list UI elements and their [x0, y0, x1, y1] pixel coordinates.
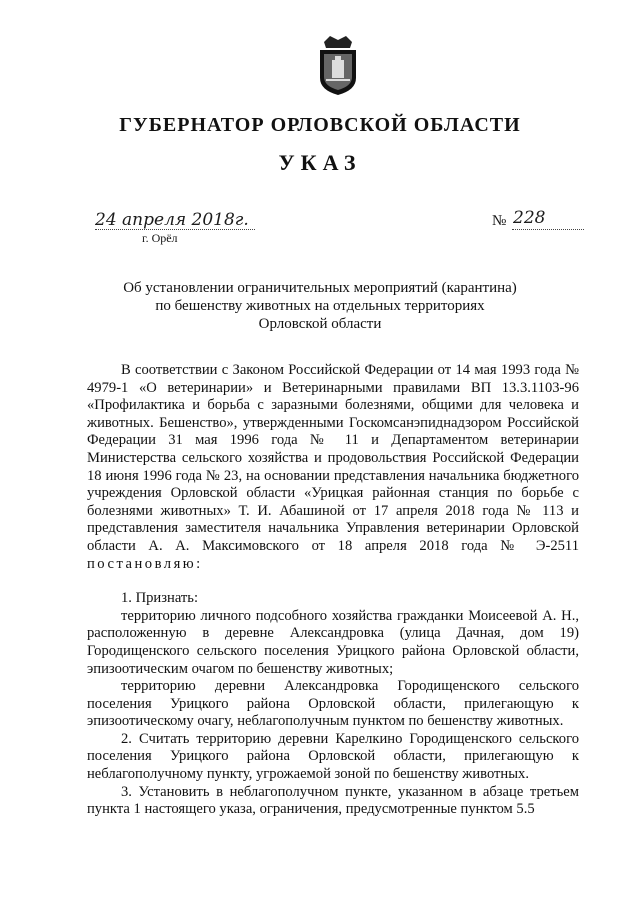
decree-date: 24 апреля 2018г. [95, 210, 249, 230]
subject-line: Об установлении ограничительных мероприятий (карантина) [123, 280, 517, 296]
paragraph-2: 2. Считать территорию деревни Карелкино Городищенского сельского поселения Урицкого района Орловской области, прилегающую к неблагополучному пункту, угрожаемой зоной по бешенству животных. [87, 730, 579, 783]
paragraph-1: 1. Признать: [121, 590, 199, 607]
city-label: г. Орёл [142, 231, 178, 245]
number-underline [512, 229, 584, 230]
intro-text: В соответствии с Законом Российской Федерации от 14 мая 1993 года № 4979-1 «О ветеринарии» и Ветеринарными правилами ВП 13.3.1103-96 «Профилактика и борьба с заразными болезнями, общими для человека и животных. Бешенство», утвержденными Госкомсанэпиднадзором Российской Федерации 31 мая 1996 года № 11 и Департаментом ветеринарии Министерства сельского хозяйства и продовольствия Российской Федерации 18 июня 1996 года № 23, на основании представления начальника бюджетного учреждения Орловской области «Урицкая районная станция по борьбе с болезнями животных» Т. И. Абашиной от 17 апреля 2018 года № 113 и представления заместителя начальника Управления ветеринарии Орловской области А. А. Максимовского от 18 апреля 2018 года № Э-2511 [87, 362, 579, 554]
decree-subject [120, 279, 520, 333]
page-title: ГУБЕРНАТОР ОРЛОВСКОЙ ОБЛАСТИ [119, 114, 521, 136]
coat-of-arms-emblem [316, 34, 360, 96]
document-type: УКАЗ [278, 150, 362, 175]
decree-body [87, 362, 579, 819]
intro-paragraph [87, 362, 579, 573]
decree-word: постановляю: [87, 555, 203, 572]
date-underline [95, 229, 255, 230]
paragraph-1a: территорию личного подсобного хозяйства гражданки Моисеевой А. Н., расположенную в деревне Александровка (улица Дачная, дом 19) Городищенского сельского поселения Урицкого района Орловской области, эпизоотическим очагом по бешенству животных; [87, 607, 579, 677]
decree-number: 228 [513, 208, 546, 228]
subject-line: по бешенству животных на отдельных территориях [155, 298, 485, 314]
subject-line: Орловской области [258, 316, 382, 332]
number-label: № [492, 213, 507, 229]
paragraph-1b: территорию деревни Александровка Городищенского сельского поселения Урицкого района Орловской области, прилегающую к эпизоотическому очагу, неблагополучным пунктом по бешенству животных. [87, 678, 579, 730]
paragraph-3: 3. Установить в неблагополучном пункте, указанном в абзаце третьем пункта 1 настоящего указа, ограничения, предусмотренные пунктом 5.5 [87, 783, 579, 818]
